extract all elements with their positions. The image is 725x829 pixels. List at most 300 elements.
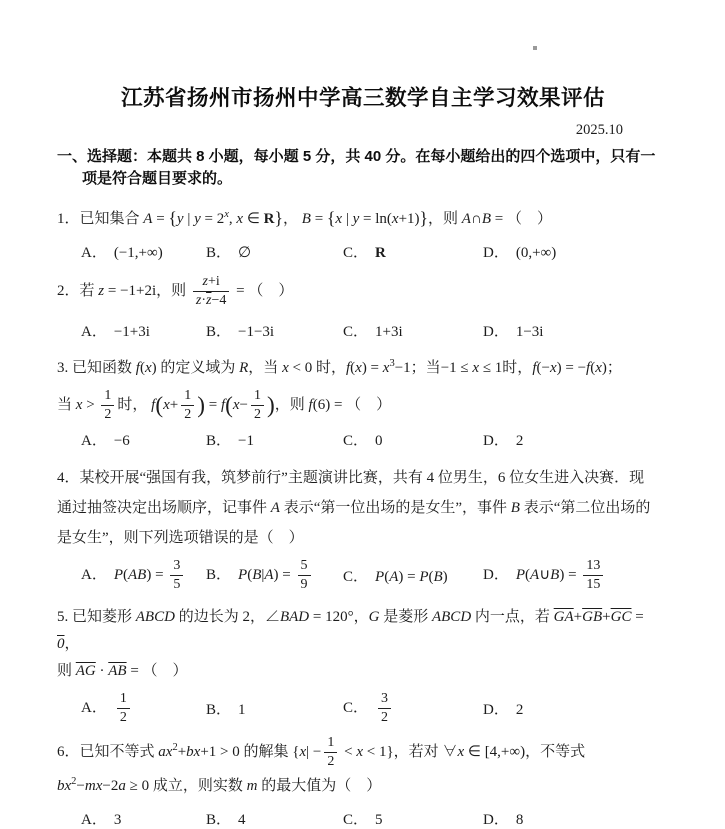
fraction	[117, 691, 130, 726]
question-2-stem-line	[57, 273, 669, 310]
option-content	[375, 812, 383, 828]
text-segment: 1	[184, 388, 192, 404]
option-content	[375, 324, 403, 340]
text-segment: 2	[515, 433, 524, 450]
text-segment: = （ ）	[232, 283, 294, 300]
text-segment: (−	[536, 360, 550, 377]
text-segment: (0,+∞)	[515, 245, 557, 261]
option	[81, 808, 206, 829]
option-content	[238, 558, 314, 593]
text-segment: ，不等式	[525, 743, 586, 760]
text-segment: 3	[173, 558, 181, 574]
text-segment: −6	[113, 433, 130, 450]
option	[483, 429, 669, 450]
text-segment: 13	[586, 558, 601, 574]
text-segment: =	[631, 608, 644, 625]
text-segment: y	[352, 211, 360, 227]
text-segment: P	[113, 567, 124, 584]
text-segment: ABCD	[431, 608, 472, 625]
text-segment: 当	[57, 397, 76, 414]
text-segment: )	[267, 392, 275, 419]
text-segment: x	[457, 743, 465, 760]
text-segment: ∀	[442, 743, 458, 760]
text-segment: −1+3i	[113, 324, 150, 341]
text-segment: 2．若	[57, 283, 99, 300]
text-segment: 5	[173, 577, 181, 593]
text-segment: x	[382, 360, 390, 377]
option	[81, 690, 206, 727]
text-segment: 2	[381, 709, 389, 725]
text-segment: ∪	[539, 567, 551, 584]
option-content	[114, 245, 163, 261]
question-4	[57, 463, 669, 594]
text-segment: A	[461, 211, 471, 227]
text-segment: bx	[57, 777, 72, 794]
option-label: D．	[483, 567, 509, 584]
fraction	[251, 388, 264, 423]
text-segment: P	[515, 567, 526, 584]
option-label: D．	[483, 433, 509, 450]
text-segment: f	[532, 360, 537, 377]
option-content	[375, 690, 394, 725]
text-segment: (	[123, 567, 129, 584]
text-segment: ·	[201, 293, 207, 309]
text-segment: 9	[300, 577, 308, 593]
text-segment: 6．已知不等式	[57, 743, 159, 760]
text-segment: )	[197, 392, 205, 419]
fraction-numerator	[101, 388, 114, 406]
option-label: C．	[343, 699, 369, 716]
text-segment: f	[345, 360, 351, 377]
text-segment: B	[510, 500, 520, 517]
option	[81, 241, 206, 262]
section-header	[57, 146, 669, 190]
text-segment: = −1+2i	[104, 283, 157, 300]
option-content	[375, 569, 448, 585]
text-segment: ,	[228, 211, 237, 227]
scan-speck	[533, 46, 537, 50]
text-segment: = （ ）	[126, 662, 188, 679]
option-content	[114, 690, 133, 725]
option-label: D．	[483, 245, 509, 261]
text-segment: P	[238, 567, 248, 584]
text-segment: x	[356, 743, 363, 760]
option-content	[114, 433, 130, 449]
option	[483, 241, 669, 262]
option	[343, 565, 483, 586]
text-segment: (	[139, 360, 145, 377]
text-segment: 2	[515, 701, 524, 718]
text-segment: 时，	[117, 397, 152, 414]
text-segment: f	[151, 397, 156, 414]
text-segment: x	[144, 360, 152, 377]
option-content	[516, 702, 524, 718]
text-segment: y	[176, 211, 184, 227]
fraction-numerator	[251, 388, 264, 406]
option-label: B．	[206, 433, 232, 450]
text-segment: ) =	[559, 567, 581, 584]
text-segment: (6) = （ ）	[312, 397, 392, 414]
text-segment: 2	[254, 407, 262, 423]
section-header-line1: 一、选择题：本题共 8 小题，每小题 5 分，共 40 分。在每小题给出的四个选项中，只有一	[57, 148, 656, 165]
text-segment: 1+3i	[375, 324, 403, 341]
text-segment: BAD	[279, 608, 310, 625]
text-segment: z	[195, 293, 202, 309]
text-segment: ，则	[274, 397, 309, 414]
text-segment: x	[335, 211, 343, 227]
question-3-stem-line	[57, 387, 669, 424]
option	[483, 698, 669, 719]
option	[343, 241, 483, 262]
text-segment: R	[263, 211, 275, 227]
text-segment: +i	[207, 274, 220, 289]
text-segment: 15	[586, 577, 601, 593]
option-content	[516, 433, 524, 449]
question-3-stem-line	[57, 354, 669, 382]
option-label: B．	[206, 324, 232, 341]
option-label: A．	[81, 567, 107, 584]
option	[206, 698, 343, 719]
text-segment: 2	[71, 775, 77, 787]
option	[206, 429, 343, 450]
text-segment: x	[163, 397, 170, 414]
text-segment: 表示“第二位出场的	[519, 500, 651, 517]
fraction-numerator	[298, 558, 311, 576]
option-content	[238, 324, 274, 340]
text-segment: R	[375, 245, 386, 261]
text-segment: A	[389, 569, 399, 586]
text-segment: −1	[394, 360, 411, 377]
text-segment: |	[342, 211, 353, 227]
text-segment: }	[274, 208, 283, 228]
option-content	[516, 245, 556, 261]
option-content	[114, 324, 150, 340]
option-label: B．	[206, 811, 232, 828]
option-content	[238, 245, 251, 261]
text-segment: $\overline{GC}$	[610, 608, 632, 625]
text-segment: 2	[327, 753, 335, 769]
text-segment: A	[530, 567, 540, 584]
text-segment: f	[135, 360, 140, 377]
option-label: A．	[81, 245, 107, 261]
text-segment: x	[236, 211, 244, 227]
fraction-numerator	[117, 691, 130, 709]
text-segment: z	[98, 283, 105, 300]
text-segment: x	[595, 360, 602, 377]
text-segment: 是女生”，则下列选项错误的是（ ）	[57, 530, 304, 547]
fraction-denominator	[101, 406, 114, 423]
text-segment: f	[308, 397, 313, 414]
text-segment: f	[586, 360, 591, 377]
text-segment: x	[472, 360, 480, 377]
text-segment: (	[590, 360, 596, 377]
text-segment: B	[433, 569, 443, 586]
text-segment: x	[391, 211, 399, 227]
option-label: A．	[81, 811, 107, 828]
fraction-denominator	[378, 709, 391, 726]
text-segment: 3. 已知函数	[57, 360, 136, 377]
text-segment: $\overline{GA}$	[553, 608, 574, 625]
text-segment: y	[194, 211, 201, 227]
text-segment: a	[118, 777, 126, 794]
option-label: B．	[206, 245, 232, 261]
fraction	[324, 735, 337, 770]
fraction	[583, 558, 603, 593]
option	[206, 808, 343, 829]
text-segment: 的解集	[243, 743, 293, 760]
question-1-stem-line	[57, 205, 669, 233]
text-segment: (	[155, 392, 164, 419]
text-segment: x	[355, 360, 362, 377]
text-segment: ∩	[470, 211, 482, 227]
text-segment: 3	[389, 358, 395, 370]
text-segment: ，	[64, 635, 80, 652]
text-segment: 2	[172, 741, 178, 753]
text-segment: 2	[119, 709, 127, 725]
fraction-denominator	[251, 406, 264, 423]
option-label: A．	[81, 699, 107, 716]
text-segment: ) =	[398, 569, 420, 586]
text-segment: {	[168, 208, 177, 228]
text-segment: G	[368, 608, 380, 625]
option-label: C．	[343, 245, 369, 261]
question-2	[57, 273, 669, 341]
text-segment: 5	[300, 558, 308, 574]
option-label: D．	[483, 324, 509, 341]
text-segment: ，则	[156, 283, 190, 300]
option-content	[516, 324, 544, 340]
text-segment: f	[220, 397, 226, 414]
text-segment: mx	[84, 777, 103, 794]
fraction-denominator	[583, 576, 603, 593]
text-segment: x	[232, 397, 240, 414]
text-segment: −1	[238, 433, 254, 450]
text-segment: 的边长为 2，	[174, 608, 265, 625]
text-segment: ax	[158, 743, 173, 760]
text-segment: =	[204, 397, 221, 414]
option-label: C．	[343, 569, 369, 586]
text-segment: ) = −	[556, 360, 587, 377]
question-6-stem-line	[57, 734, 669, 771]
text-segment: 1	[238, 701, 246, 718]
text-segment: ≤ 1	[479, 360, 503, 377]
option	[206, 241, 343, 262]
text-segment: $\overline{z}$	[206, 293, 212, 309]
question-6-stem-line	[57, 771, 669, 801]
option-content	[114, 812, 122, 828]
option	[81, 557, 206, 594]
fraction-denominator	[181, 406, 194, 423]
text-segment: 通过抽签决定出场顺序，记事件	[57, 500, 271, 517]
fraction-denominator	[324, 753, 337, 770]
fraction	[193, 274, 229, 309]
option	[343, 429, 483, 450]
text-segment: P	[419, 569, 429, 586]
option-content	[375, 433, 383, 449]
text-segment: < 1}	[363, 743, 394, 760]
text-segment: (	[350, 360, 356, 377]
text-segment: 1	[119, 690, 127, 706]
fraction-denominator	[117, 709, 130, 726]
text-segment: A	[270, 500, 280, 517]
text-segment: ) =	[146, 567, 168, 584]
option-label: C．	[343, 811, 369, 828]
text-segment: ，则	[428, 211, 462, 227]
question-1	[57, 205, 669, 262]
text-segment: (	[525, 567, 531, 584]
text-segment: ∈ [4,+∞)	[464, 743, 526, 760]
fraction-numerator	[378, 691, 391, 709]
text-segment: 内一点，若	[471, 608, 554, 625]
question-5-options	[57, 690, 669, 727]
text-segment: −1−3i	[238, 324, 275, 341]
text-segment: 3	[113, 811, 122, 828]
text-segment: 表示“第一位出场的是女生”，事件	[279, 500, 511, 517]
fraction-numerator	[193, 274, 229, 292]
text-segment: | −	[306, 743, 322, 760]
question-6-options	[57, 808, 669, 829]
question-3-options	[57, 429, 669, 450]
question-4-stem-line	[57, 523, 669, 553]
section-header-line2: 项是符合题目要求的。	[82, 170, 233, 187]
text-segment: 1	[104, 388, 112, 404]
text-segment: = 2	[200, 211, 225, 227]
option-label: D．	[483, 811, 509, 828]
text-segment: B	[252, 567, 262, 584]
question-1-options	[57, 241, 669, 262]
question-6	[57, 734, 669, 829]
option	[206, 320, 343, 341]
fraction-numerator	[583, 558, 603, 576]
text-segment: $\overline{AB}$	[108, 662, 127, 679]
fraction-numerator	[181, 388, 194, 406]
text-segment: = 120°	[309, 608, 354, 625]
text-segment: 1．已知集合	[57, 211, 144, 227]
option-label: D．	[483, 701, 509, 718]
question-5	[57, 604, 669, 727]
option	[483, 808, 669, 829]
text-segment: A	[143, 211, 153, 227]
fraction	[170, 558, 183, 593]
text-segment: m	[246, 777, 258, 794]
option	[81, 320, 206, 341]
text-segment: ∈	[243, 211, 264, 227]
text-segment: )	[151, 360, 157, 377]
fraction-numerator	[324, 735, 337, 753]
option-content	[238, 812, 246, 828]
text-segment: z	[202, 274, 208, 289]
text-segment: 4	[238, 811, 246, 828]
text-segment: −4	[211, 293, 227, 309]
option-label: A．	[81, 324, 107, 341]
option	[483, 557, 669, 594]
text-segment: ，	[283, 211, 302, 227]
text-segment: AB	[128, 567, 147, 584]
questions-list	[57, 205, 669, 829]
exam-date: 2025.10	[575, 122, 623, 138]
option	[206, 557, 343, 594]
option-label: C．	[343, 433, 369, 450]
page-title: 江苏省扬州市扬州中学高三数学自主学习效果评估	[120, 86, 605, 110]
text-segment: ABCD	[135, 608, 175, 625]
option-content	[238, 702, 246, 718]
option-label: C．	[343, 324, 369, 341]
text-segment: )	[442, 569, 448, 586]
text-segment: 时，	[315, 360, 346, 377]
fraction-denominator	[170, 576, 183, 593]
text-segment: ) =	[361, 360, 383, 377]
text-segment: bx	[186, 743, 201, 760]
question-4-options	[57, 557, 669, 594]
text-segment: B	[301, 211, 311, 227]
text-segment: 1−3i	[515, 324, 544, 341]
text-segment: 时，	[502, 360, 533, 377]
option-content	[113, 558, 186, 593]
text-segment: ，	[353, 608, 369, 625]
text-segment: +	[169, 397, 179, 414]
text-segment: ∅	[238, 245, 252, 261]
text-segment: −1 ≤	[440, 360, 473, 377]
text-segment: A	[264, 567, 274, 584]
text-segment: P	[375, 569, 385, 586]
option	[483, 320, 669, 341]
text-segment: ；	[606, 360, 622, 377]
text-segment: = （ ）	[490, 211, 552, 227]
question-3	[57, 354, 669, 450]
text-segment: 是菱形	[379, 608, 432, 625]
text-segment: x	[549, 360, 557, 377]
text-segment: 的定义域为	[156, 360, 240, 377]
text-segment: 5. 已知菱形	[57, 608, 136, 625]
fraction-numerator	[170, 558, 183, 576]
text-segment: =	[152, 211, 169, 227]
text-segment: $\overline{AG}$	[75, 662, 96, 679]
text-segment: 0	[57, 635, 65, 652]
fraction	[378, 691, 391, 726]
text-segment: (−1,+∞)	[113, 245, 163, 261]
option	[343, 808, 483, 829]
text-segment: )	[601, 360, 607, 377]
text-segment: 1	[254, 388, 262, 404]
text-segment: 5	[375, 811, 383, 828]
text-segment: |	[183, 211, 195, 227]
text-segment: x	[224, 209, 229, 220]
text-segment: B	[550, 567, 560, 584]
text-segment: 2	[104, 407, 112, 423]
text-segment: >	[82, 397, 99, 414]
text-segment: −2	[102, 777, 119, 794]
fraction-denominator	[298, 576, 311, 593]
text-segment: (	[225, 392, 233, 419]
text-segment: 0	[375, 433, 383, 450]
option-content	[515, 558, 606, 593]
text-segment: {	[292, 743, 300, 760]
text-segment: x	[75, 397, 83, 414]
text-segment: 成立，则实数	[152, 777, 247, 794]
text-segment: 8	[515, 811, 524, 828]
option-label: A．	[81, 433, 107, 450]
text-segment: 3	[381, 690, 389, 706]
fraction	[181, 388, 194, 423]
text-segment: (	[428, 569, 434, 586]
text-segment: R	[239, 360, 249, 377]
option	[81, 429, 206, 450]
text-segment: +	[573, 608, 583, 625]
text-segment: −	[76, 777, 85, 794]
text-segment: ≥ 0	[125, 777, 153, 794]
question-5-stem-line	[57, 604, 669, 658]
text-segment: 2	[184, 407, 192, 423]
